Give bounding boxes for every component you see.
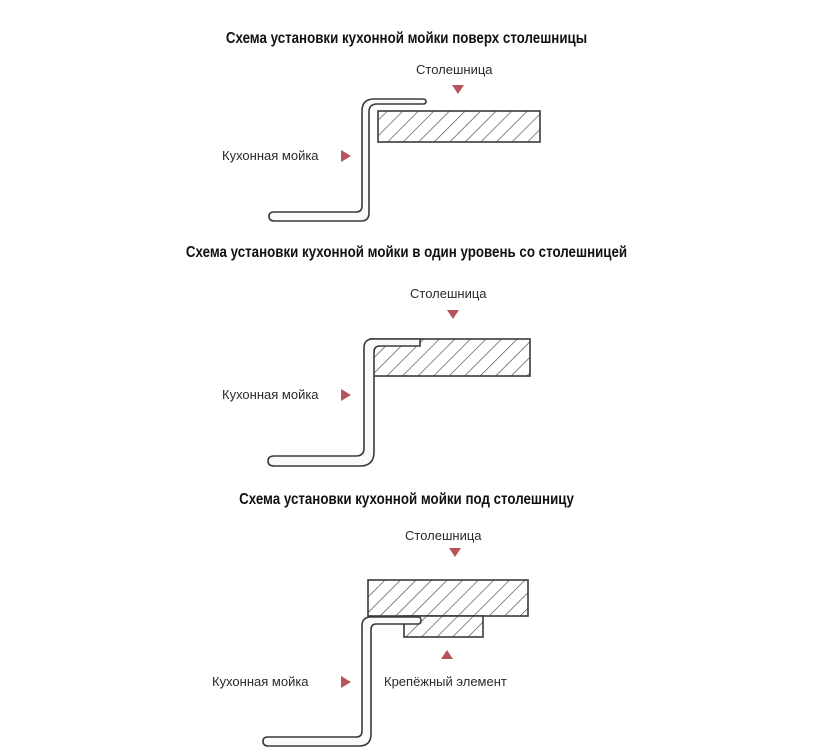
diagram-3-sink-arrow	[341, 676, 351, 688]
diagram-2	[268, 310, 530, 466]
diagram-3-fastener-label: Крепёжный элемент	[384, 674, 507, 689]
diagram-2-title: Схема установки кухонной мойки в один уровень со столешницей	[185, 244, 628, 261]
diagram-2-countertop-label: Столешница	[410, 286, 487, 301]
diagram-3-fastener-arrow	[441, 650, 453, 659]
diagram-3-sink-label: Кухонная мойка	[212, 674, 309, 689]
diagram-2-countertop-arrow	[447, 310, 459, 319]
diagram-3-countertop	[368, 580, 528, 616]
diagram-3-title: Схема установки кухонной мойки под столешницу	[239, 491, 574, 508]
diagram-3-countertop-label: Столешница	[405, 528, 482, 543]
diagram-1-countertop	[378, 111, 540, 142]
diagram-3-countertop-arrow	[449, 548, 461, 557]
diagram-2-sink-label: Кухонная мойка	[222, 387, 319, 402]
diagram-1-countertop-arrow	[452, 85, 464, 94]
diagram-3	[263, 548, 528, 746]
diagram-1-sink-arrow	[341, 150, 351, 162]
diagram-2-sink-arrow	[341, 389, 351, 401]
diagram-1	[269, 85, 540, 221]
diagram-1-countertop-label: Столешница	[416, 62, 493, 77]
diagram-1-title: Схема установки кухонной мойки поверх столешницы	[225, 30, 588, 47]
diagram-1-sink-label: Кухонная мойка	[222, 148, 319, 163]
